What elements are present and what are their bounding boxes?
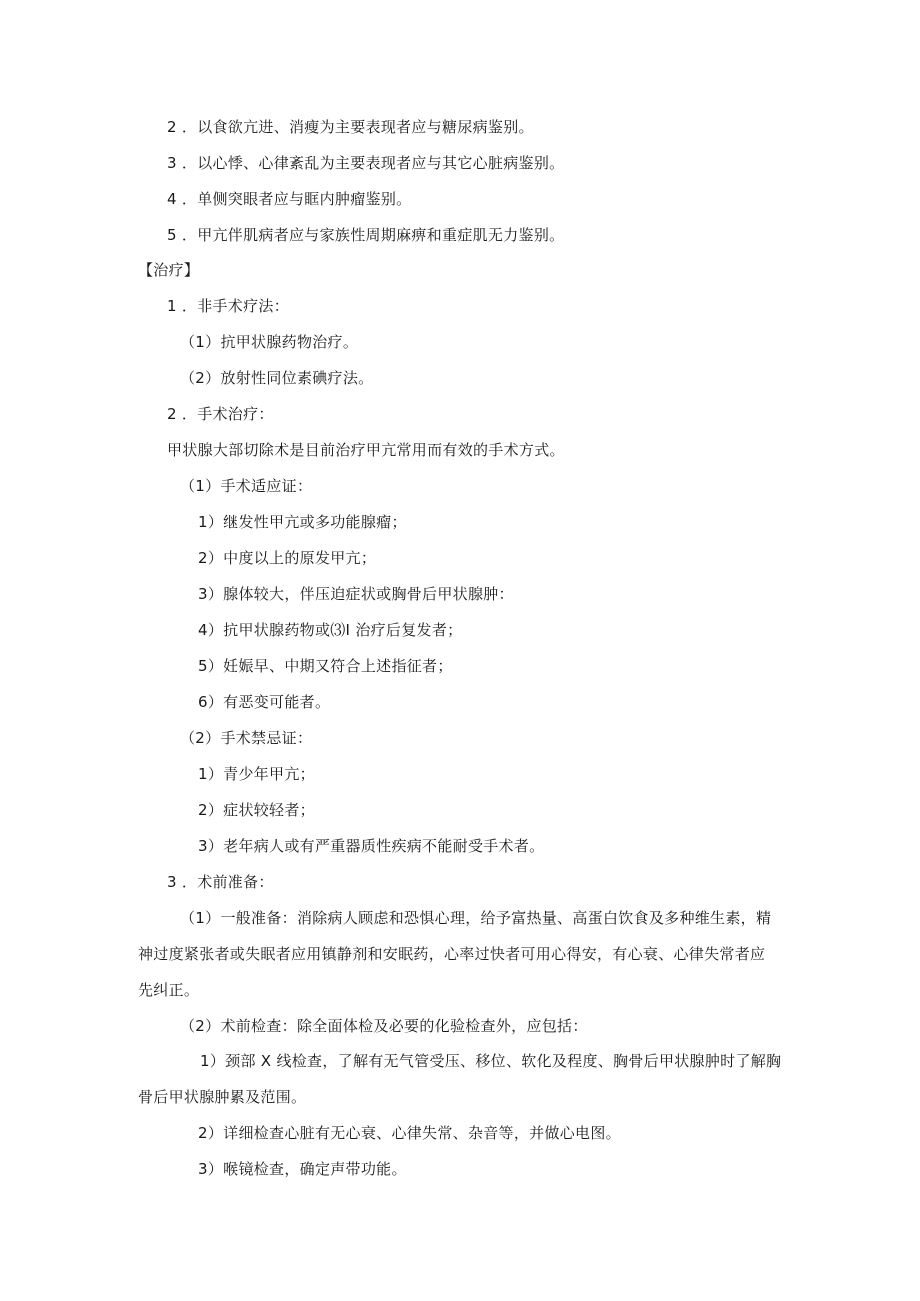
- preop-exam-item-2: 2）详细检查心脏有无心衰、心律失常、杂音等，并做心电图。: [198, 1124, 621, 1142]
- nonsurgical-item-2: （2）放射性同位素碘疗法。: [180, 369, 374, 387]
- preop-general-line-3: 先纠正。: [138, 981, 200, 999]
- preop-general-line-1: （1）一般准备：消除病人顾虑和恐惧心理，给予富热量、高蛋白饮食及多种维生素，精: [180, 909, 772, 927]
- indications-title: （1）手术适应证：: [180, 477, 313, 495]
- contraindication-item: 2）症状较轻者；: [198, 801, 315, 819]
- indication-item: 1）继发性甲亢或多功能腺瘤；: [198, 513, 407, 531]
- nonsurgical-item-1: （1）抗甲状腺药物治疗。: [180, 333, 359, 351]
- surgical-intro: 甲状腺大部切除术是目前治疗甲亢常用而有效的手术方式。: [167, 441, 565, 459]
- indication-item: 3）腺体较大，伴压迫症状或胸骨后甲状腺肿：: [198, 585, 514, 603]
- preop-title: 3 ．术前准备：: [167, 873, 274, 891]
- preop-exam-item-3: 3）喉镜检查，确定声带功能。: [198, 1160, 407, 1178]
- preop-exam-title: （2）术前检查：除全面体检及必要的化验检查外，应包括：: [180, 1017, 588, 1035]
- contraindication-item: 1）青少年甲亢；: [198, 765, 315, 783]
- diff-item-5: 5 ．甲亢伴肌病者应与家族性周期麻痹和重症肌无力鉴别。: [167, 226, 565, 244]
- indication-item: 4）抗甲状腺药物或⑶I 治疗后复发者；: [198, 621, 463, 639]
- nonsurgical-title: 1 ．非手术疗法：: [167, 297, 290, 315]
- surgical-title: 2 ．手术治疗：: [167, 405, 274, 423]
- indication-item: 5）妊娠早、中期又符合上述指征者；: [198, 657, 453, 675]
- diff-item-4: 4 ．单侧突眼者应与眶内肿瘤鉴别。: [167, 190, 412, 208]
- indication-item: 6）有恶变可能者。: [198, 693, 331, 711]
- preop-general-line-2: 神过度紧张者或失眠者应用镇静剂和安眠药，心率过快者可用心得安，有心衰、心律失常者应: [138, 945, 766, 963]
- contraindications-title: （2）手术禁忌证：: [180, 729, 313, 747]
- preop-exam-item-1-line-2: 骨后甲状腺肿累及范围。: [138, 1088, 307, 1106]
- preop-exam-item-1-line-1: 1）颈部 X 线检查，了解有无气管受压、移位、软化及程度、胸骨后甲状腺肿时了解胸: [200, 1052, 782, 1070]
- diff-item-2: 2 ．以食欲亢进、消瘦为主要表现者应与糖尿病鉴别。: [167, 118, 534, 136]
- indication-item: 2）中度以上的原发甲亢；: [198, 549, 377, 567]
- section-heading-treatment: 【治疗】: [138, 261, 200, 279]
- contraindication-item: 3）老年病人或有严重器质性疾病不能耐受手术者。: [198, 837, 545, 855]
- diff-item-3: 3 ．以心悸、心律紊乱为主要表现者应与其它心脏病鉴别。: [167, 154, 565, 172]
